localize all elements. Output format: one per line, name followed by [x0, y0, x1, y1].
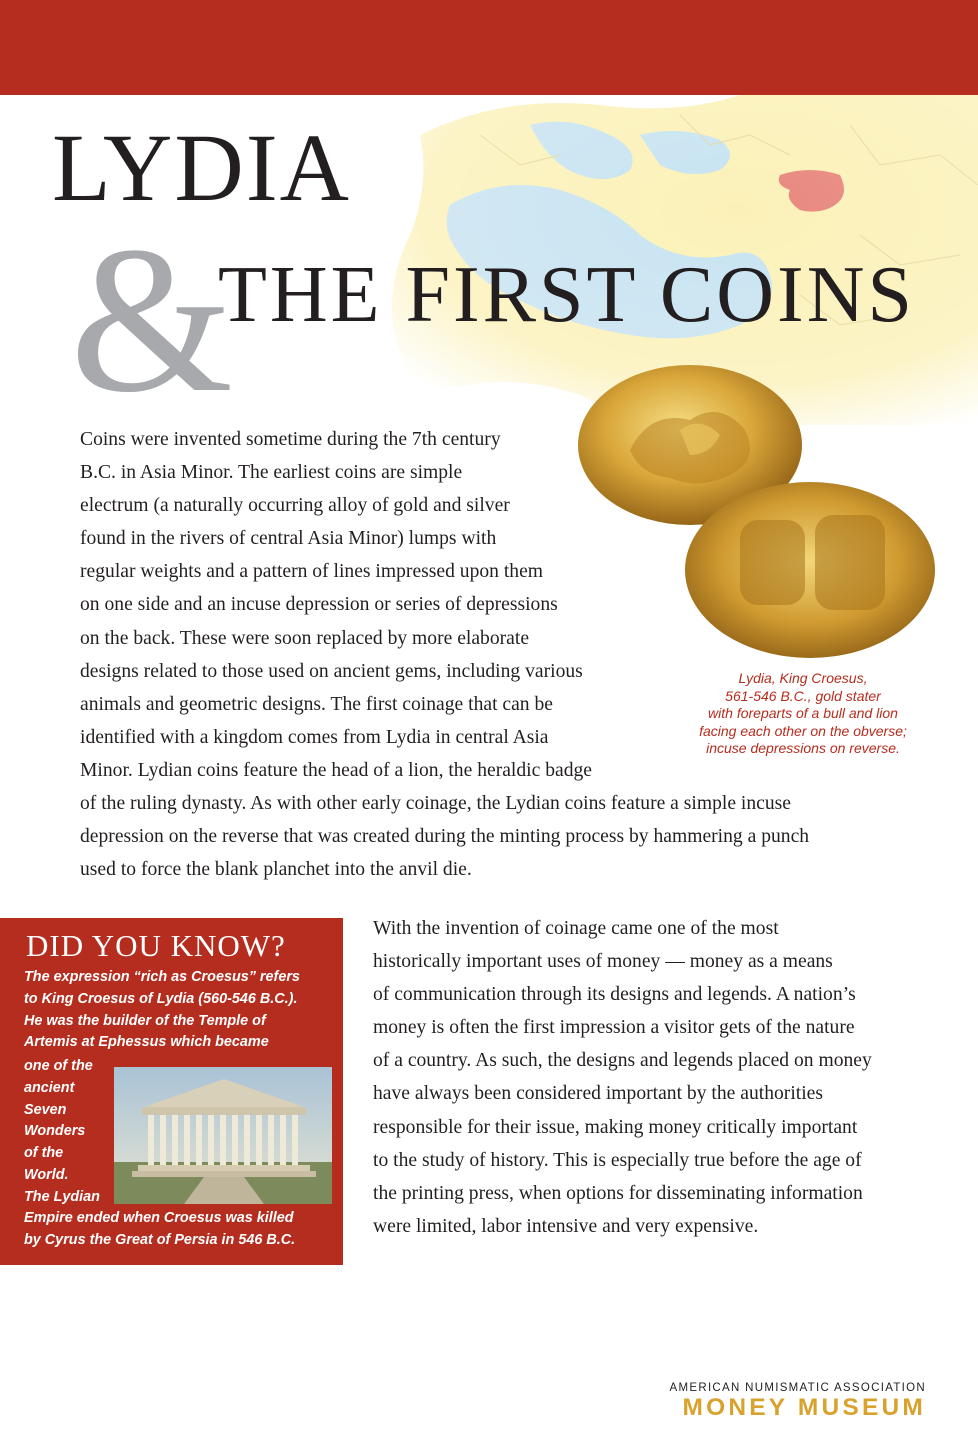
- paragraph-line: of a country. As such, the designs and legends placed on money: [373, 1050, 872, 1072]
- paragraph-line: found in the rivers of central Asia Minor) lumps with: [80, 528, 497, 550]
- did-you-know-text-top: [24, 967, 300, 1054]
- title-the-first-coins: THE FIRST COINS: [218, 251, 915, 339]
- temple-of-artemis-image: [114, 1067, 332, 1204]
- paragraph-line: were limited, labor intensive and very expensive.: [373, 1215, 759, 1237]
- did-you-know-line: to King Croesus of Lydia (560-546 B.C.).: [24, 990, 298, 1007]
- paragraph-line: depression on the reverse that was created during the minting process by hammering a punch: [80, 826, 810, 848]
- paragraph-line: animals and geometric designs. The first coinage that can be: [80, 693, 553, 715]
- title-lydia: LYDIA: [52, 114, 351, 221]
- paragraph-line: designs related to those used on ancient gems, including various: [80, 660, 583, 682]
- did-you-know-line: He was the builder of the Temple of: [24, 1012, 266, 1029]
- paragraph-line: of communication through its designs and legends. A nation’s: [373, 984, 856, 1006]
- paragraph-line: money is often the first impression a visitor gets of the nature: [373, 1017, 855, 1039]
- did-you-know-text-left: [24, 1056, 100, 1209]
- paragraph-line: electrum (a naturally occurring alloy of gold and silver: [80, 495, 510, 517]
- caption-line: facing each other on the obverse;: [699, 722, 907, 739]
- did-you-know-line: Wonders: [24, 1123, 86, 1140]
- did-you-know-line: Artemis at Ephessus which became: [24, 1034, 269, 1051]
- caption-line: incuse depressions on reverse.: [706, 740, 900, 756]
- caption-line: with foreparts of a bull and lion: [708, 705, 898, 721]
- did-you-know-line: Empire ended when Croesus was killed: [24, 1210, 294, 1226]
- paragraph-line: of the ruling dynasty. As with other early coinage, the Lydian coins feature a simple incuse: [80, 793, 791, 815]
- logo-museum-name: MONEY MUSEUM: [682, 1394, 926, 1421]
- did-you-know-line: The expression “rich as Croesus” refers: [24, 969, 300, 985]
- did-you-know-text-bottom: [24, 1208, 295, 1252]
- paragraph-line: used to force the blank planchet into the anvil die.: [80, 859, 472, 881]
- paragraph-line: Coins were invented sometime during the 7th century: [80, 429, 501, 450]
- paragraph-line: the printing press, when options for disseminating information: [373, 1182, 863, 1204]
- second-paragraph: [373, 912, 872, 1243]
- did-you-know-line: by Cyrus the Great of Persia in 546 B.C.: [24, 1231, 296, 1248]
- did-you-know-line: Seven: [24, 1101, 67, 1118]
- did-you-know-line: The Lydian: [24, 1188, 100, 1205]
- museum-logo: [670, 1382, 926, 1421]
- did-you-know-line: of the: [24, 1145, 64, 1162]
- paragraph-line: to the study of history. This is especially true before the age of: [373, 1149, 862, 1171]
- paragraph-line: have always been considered important by the authorities: [373, 1083, 823, 1105]
- did-you-know-title: DID YOU KNOW?: [26, 928, 286, 963]
- paragraph-line: identified with a kingdom comes from Lydia in central Asia: [80, 726, 549, 748]
- paragraph-line: on the back. These were soon replaced by more elaborate: [80, 627, 530, 649]
- paragraph-line: B.C. in Asia Minor. The earliest coins are simple: [80, 462, 463, 484]
- did-you-know-line: one of the: [24, 1058, 93, 1074]
- paragraph-line: With the invention of coinage came one of the most: [373, 918, 779, 939]
- logo-org-name: AMERICAN NUMISMATIC ASSOCIATION: [669, 1382, 926, 1394]
- did-you-know-line: ancient: [24, 1079, 75, 1096]
- paragraph-line: historically important uses of money — money as a means: [373, 951, 833, 973]
- caption-line: Lydia, King Croesus,: [738, 670, 868, 686]
- paragraph-line: responsible for their issue, making money critically important: [373, 1116, 858, 1138]
- intro-paragraph: [80, 423, 809, 886]
- paragraph-line: on one side and an incuse depression or series of depressions: [80, 594, 558, 616]
- did-you-know-line: World.: [24, 1166, 69, 1183]
- paragraph-line: Minor. Lydian coins feature the head of a lion, the heraldic badge: [80, 759, 592, 781]
- caption-line: 561-546 B.C., gold stater: [725, 687, 881, 704]
- top-banner: [0, 0, 978, 95]
- title-ampersand: &: [70, 204, 234, 436]
- paragraph-line: regular weights and a pattern of lines impressed upon them: [80, 561, 544, 583]
